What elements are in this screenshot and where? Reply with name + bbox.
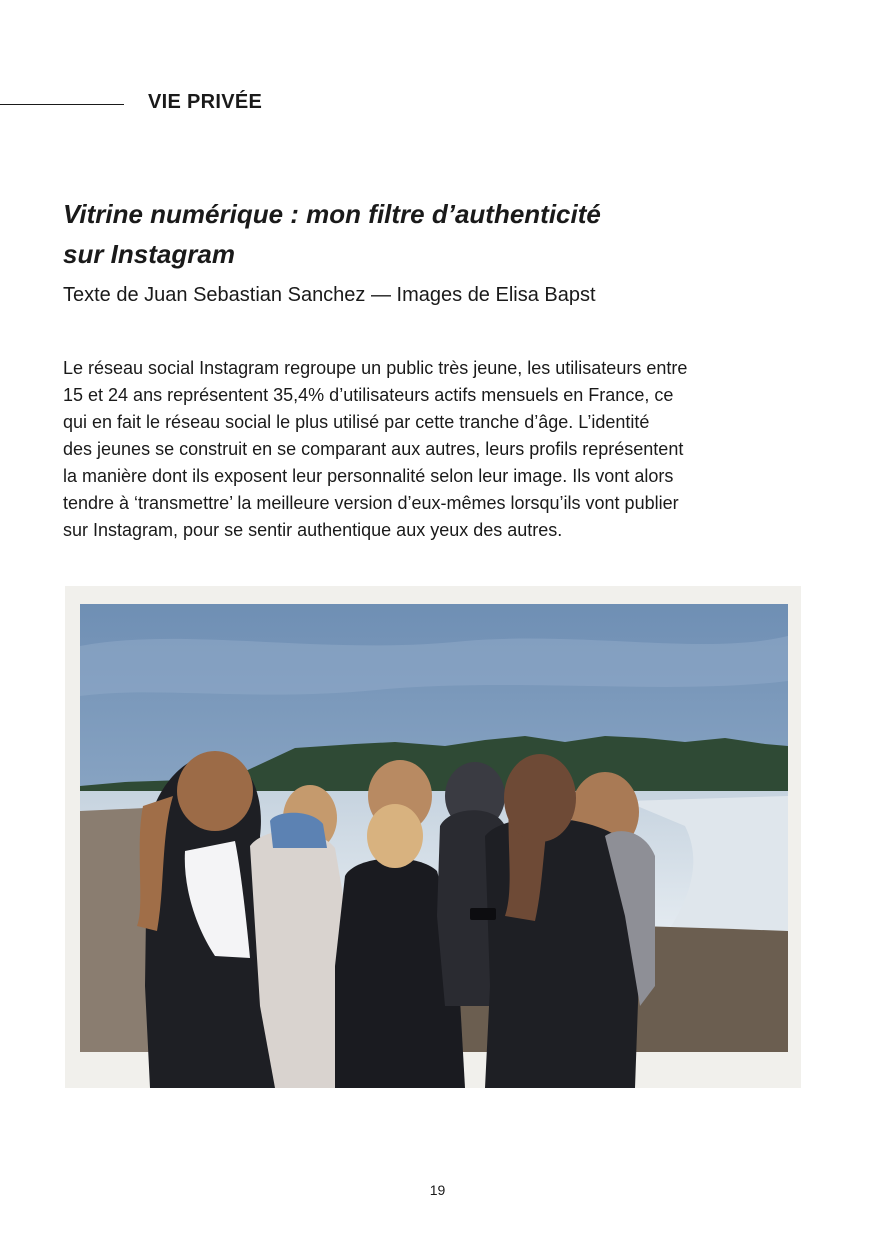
body-line: la manière dont ils exposent leur personnalité selon leur image. Ils vont alors xyxy=(63,466,674,486)
body-line: Le réseau social Instagram regroupe un public très jeune, les utilisateurs entre xyxy=(63,358,688,378)
person-left-head-hair xyxy=(177,751,253,831)
article-title-line-1: Vitrine numérique : mon filtre d’authenticité xyxy=(63,199,601,229)
article-body xyxy=(63,355,803,544)
body-line: tendre à ‘transmettre’ la meilleure version d’eux-mêmes lorsqu’ils vont publier xyxy=(63,493,679,513)
article-credits: Texte de Juan Sebastian Sanchez — Images de Elisa Bapst xyxy=(63,284,596,306)
body-line: des jeunes se construit en se comparant aux autres, leurs profils représentent xyxy=(63,439,684,459)
body-line: sur Instagram, pour se sentir authentique aux yeux des autres. xyxy=(63,520,563,540)
person-center-hair xyxy=(367,804,423,868)
article-title-line-2: sur Instagram xyxy=(63,239,235,269)
body-line: qui en fait le réseau social le plus utilisé par cette tranche d’âge. L’identité xyxy=(63,412,650,432)
photo-illustration xyxy=(65,586,801,1088)
page-number: 19 xyxy=(429,1182,446,1198)
phone xyxy=(470,908,496,920)
article-title xyxy=(63,194,763,274)
group-of-people xyxy=(137,751,655,1088)
section-label: VIE PRIVÉE xyxy=(148,91,263,113)
article-photo-collage xyxy=(65,586,801,1088)
section-divider-line xyxy=(0,104,124,105)
person-right-head-hair xyxy=(504,754,576,842)
body-line: 15 et 24 ans représentent 35,4% d’utilisateurs actifs mensuels en France, ce xyxy=(63,385,674,405)
